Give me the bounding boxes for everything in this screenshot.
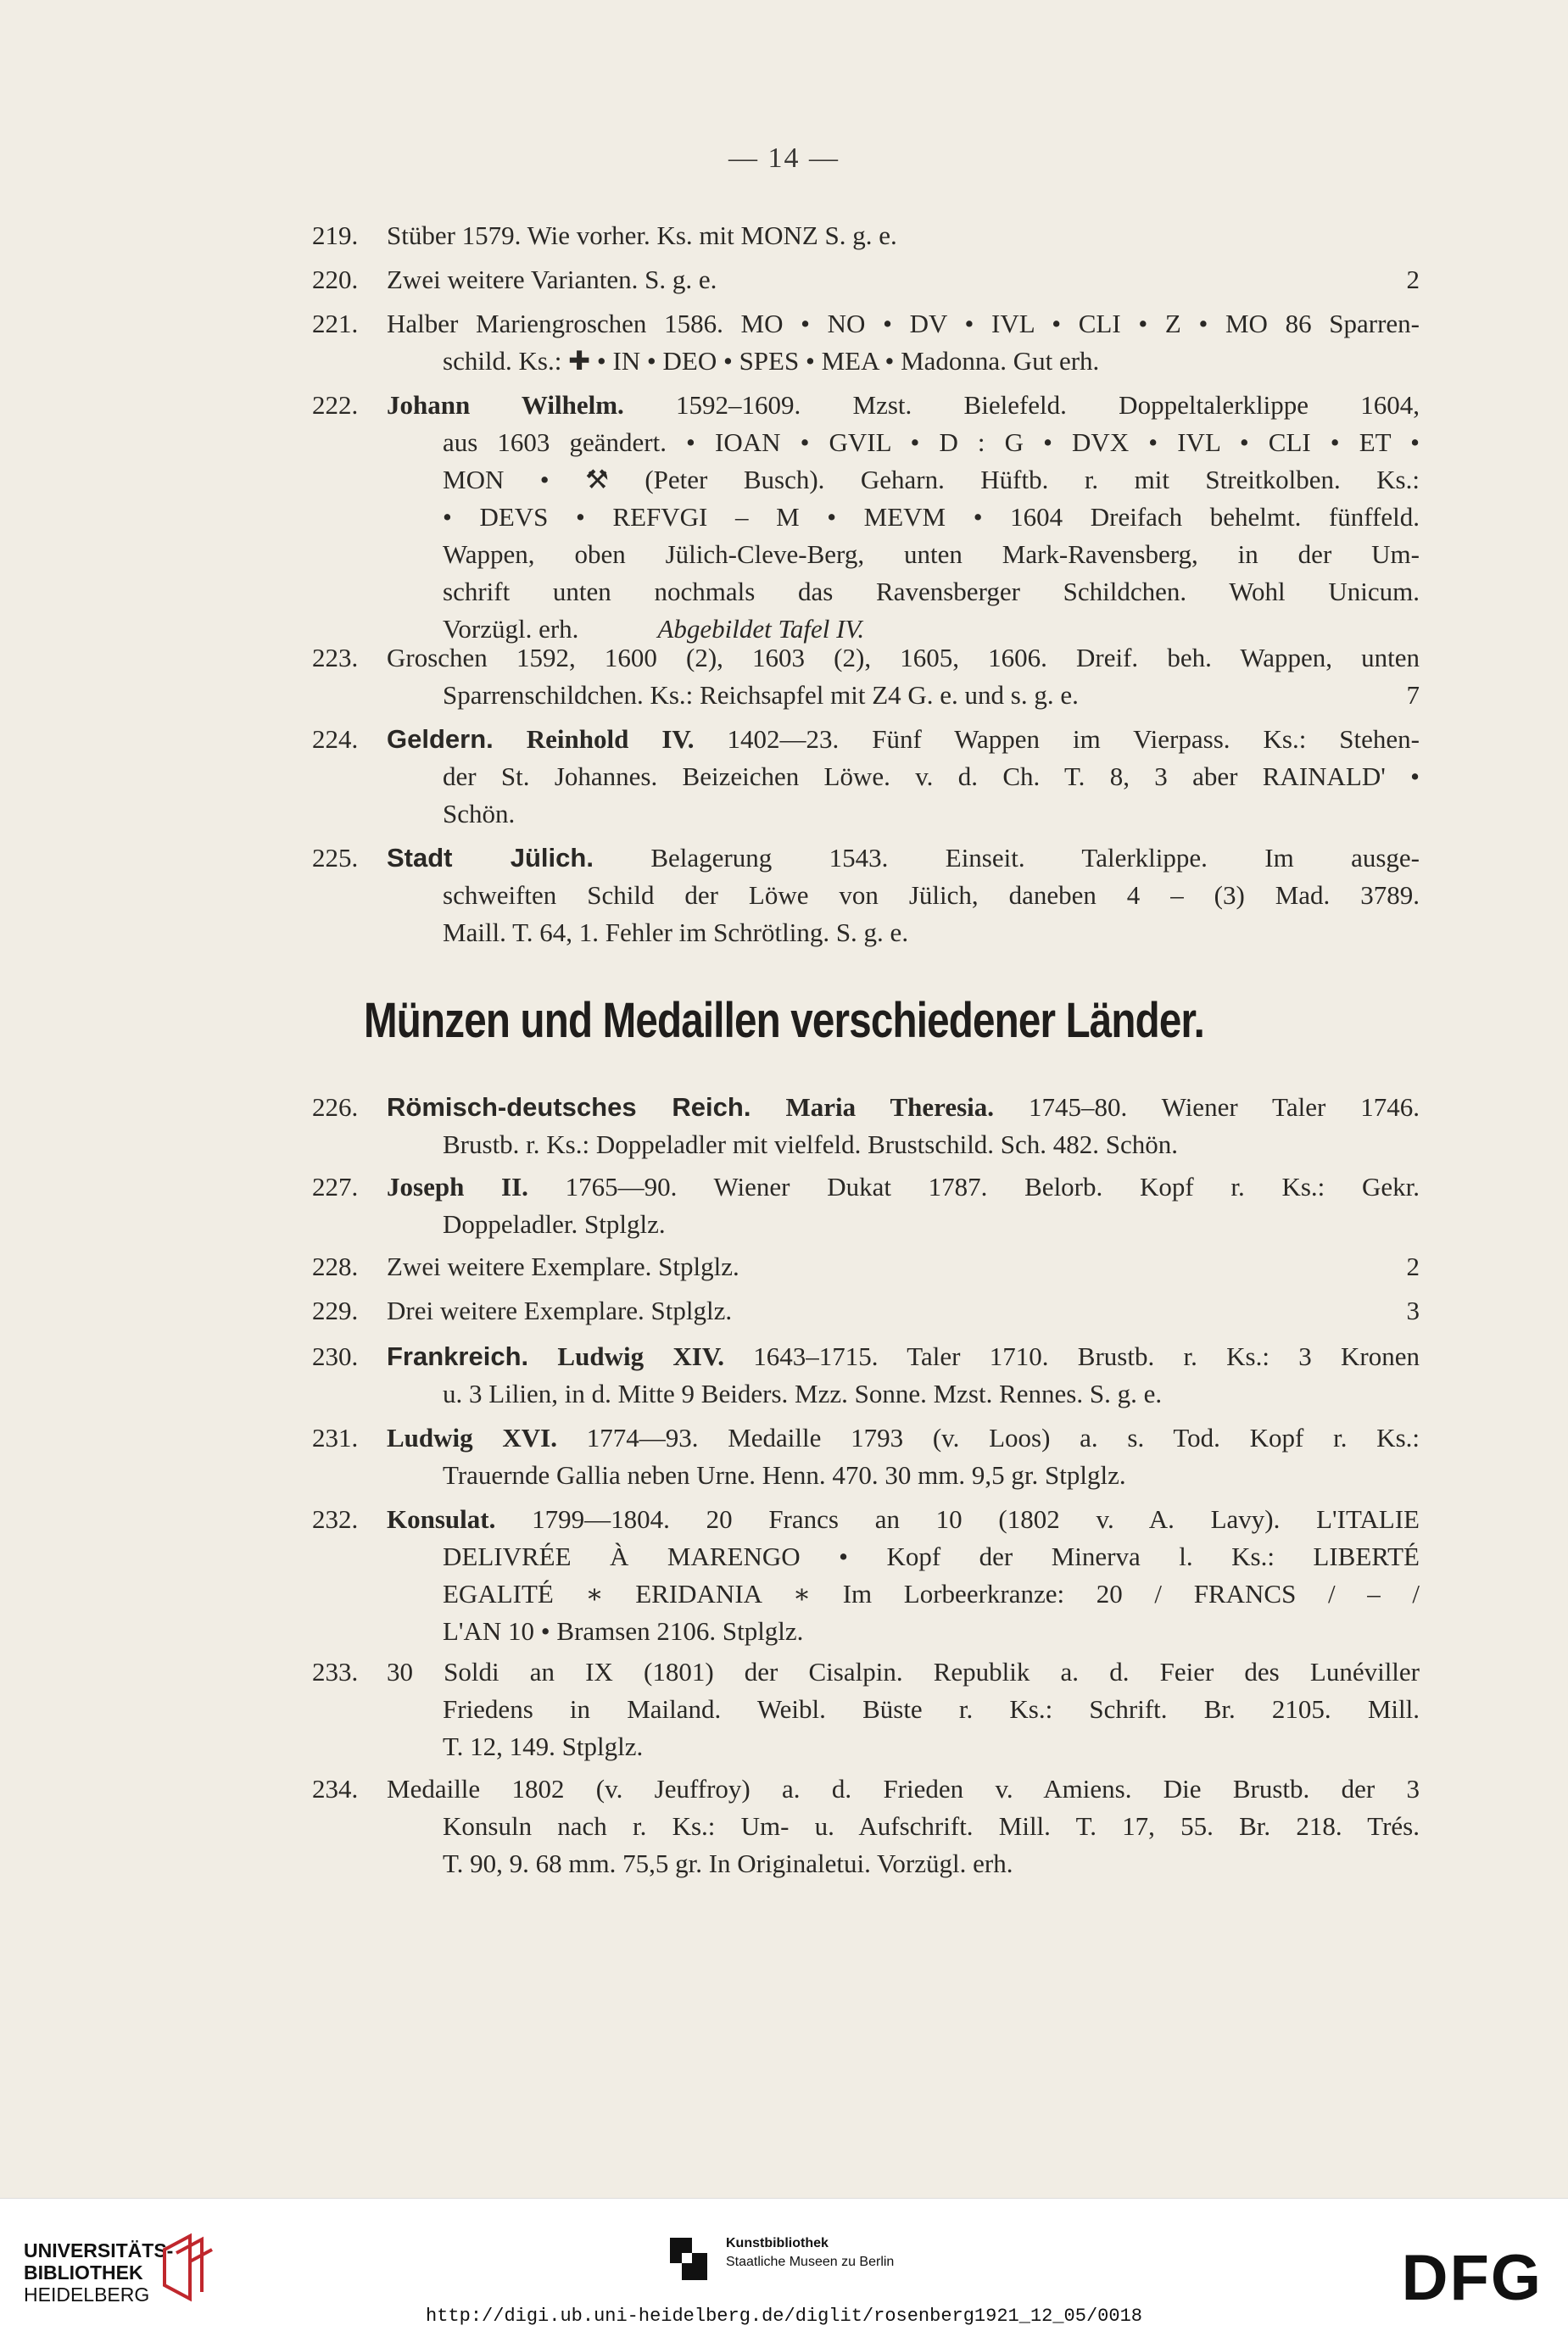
kb-logo-line: Staatliche Museen zu Berlin: [726, 2255, 895, 2269]
entry-subheading: Konsulat.: [387, 1504, 496, 1534]
catalog-entry-225: [312, 839, 1420, 951]
entry-line: der St. Johannes. Beizeichen Löwe. v. d. Ch. T. 8, 3 aber RAINALD' •: [443, 761, 1420, 791]
entry-subheading: Joseph II.: [387, 1172, 528, 1202]
entry-number: 224.: [312, 724, 359, 754]
entry-line: 1799—1804. 20 Francs an 10 (1802 v. A. Lavy). L'ITALIE: [495, 1504, 1420, 1534]
entry-line: u. 3 Lilien, in d. Mitte 9 Beiders. Mzz. Sonne. Mzst. Rennes. S. g. e.: [443, 1379, 1163, 1408]
catalog-entry-234: [312, 1771, 1420, 1882]
entry-line: • DEVS • REFVGI – M • MEVM • 1604 Dreifach behelmt. fünffeld.: [443, 502, 1420, 532]
catalog-entry-221: [312, 305, 1420, 380]
entry-line: Schön.: [443, 799, 516, 828]
catalog-entry-220: [312, 261, 1420, 298]
catalog-entry-222: [312, 387, 1420, 648]
ub-logo-line: BIBLIOTHEK: [24, 2261, 143, 2284]
entry-subheading: Ludwig XIV.: [557, 1341, 724, 1371]
entry-line: 1765—90. Wiener Dukat 1787. Belorb. Kopf r. Ks.: Gekr.: [527, 1172, 1420, 1202]
entry-number: 231.: [312, 1423, 359, 1453]
entry-number: 227.: [312, 1172, 359, 1202]
entry-line: MON • ⚒ (Peter Busch). Geharn. Hüftb. r. mit Streitkolben. Ks.:: [443, 465, 1420, 494]
entry-quantity: 2: [1406, 1252, 1420, 1281]
entry-line: schild. Ks.: ✚ • IN • DEO • SPES • MEA • Madonna. Gut erh.: [443, 346, 1100, 376]
entry-line: Zwei weitere Varianten. S. g. e.: [387, 265, 717, 294]
page-number: — 14 —: [728, 142, 840, 174]
entry-number: 220.: [312, 265, 359, 294]
kb-logo-line: Kunstbibliothek: [726, 2236, 829, 2250]
entry-line: EGALITÉ ∗ ERIDANIA ∗ Im Lorbeerkranze: 20 / FRANCS / – /: [443, 1579, 1420, 1609]
entry-line: 1402—23. Fünf Wappen im Vierpass. Ks.: Stehen-: [694, 724, 1420, 754]
entry-heading: Johann Wilhelm.: [387, 390, 624, 420]
entry-line: Friedens in Mailand. Weibl. Büste r. Ks.: Schrift. Br. 2105. Mill.: [443, 1694, 1420, 1724]
entry-quantity: 3: [1406, 1296, 1420, 1325]
entry-number: 225.: [312, 843, 359, 873]
ub-logo-mark-icon: [158, 2233, 217, 2302]
ub-heidelberg-logo[interactable]: [24, 2239, 173, 2306]
catalog-entry-219: [312, 217, 1420, 254]
entry-subheading: Maria Theresia.: [785, 1092, 995, 1122]
entry-number: 234.: [312, 1774, 359, 1804]
entry-heading: Geldern.: [387, 724, 494, 754]
kunstbibliothek-logo-icon: [670, 2238, 707, 2280]
entry-line: L'AN 10 • Bramsen 2106. Stplglz.: [443, 1616, 804, 1646]
catalog-entry-229: [312, 1292, 1420, 1330]
catalog-entry-232: [312, 1501, 1420, 1650]
entry-line: T. 90, 9. 68 mm. 75,5 gr. In Originaletui. Vorzügl. erh.: [443, 1849, 1013, 1878]
entry-heading: Stadt Jülich.: [387, 843, 594, 873]
entry-line: aus 1603 geändert. • IOAN • GVIL • D : G • DVX • IVL • CLI • ET •: [443, 427, 1420, 457]
entry-line: Brustb. r. Ks.: Doppeladler mit vielfeld. Brustschild. Sch. 482. Schön.: [443, 1129, 1179, 1159]
entry-number: 226.: [312, 1092, 359, 1122]
section-heading: Münzen und Medaillen verschiedener Länder.: [364, 993, 1204, 1048]
entry-line: DELIVRÉE À MARENGO • Kopf der Minerva l. Ks.: LIBERTÉ: [443, 1542, 1420, 1571]
entry-number: 232.: [312, 1504, 359, 1534]
entry-line: Groschen 1592, 1600 (2), 1603 (2), 1605, 1606. Dreif. beh. Wappen, unten: [387, 643, 1420, 672]
entry-line: Wappen, oben Jülich-Cleve-Berg, unten Mark-Ravensberg, in der Um-: [443, 539, 1420, 569]
entry-number: 223.: [312, 643, 359, 672]
catalog-entry-223: [312, 639, 1420, 714]
catalog-entry-230: [312, 1338, 1420, 1413]
entry-line: schrift unten nochmals das Ravensberger Schildchen. Wohl Unicum.: [443, 577, 1420, 606]
entry-number: 228.: [312, 1252, 359, 1281]
catalog-entry-231: [312, 1419, 1420, 1494]
entry-line: 30 Soldi an IX (1801) der Cisalpin. Republik a. d. Feier des Lunéviller: [387, 1657, 1420, 1687]
catalog-entry-233: [312, 1653, 1420, 1765]
entry-line: 1643–1715. Taler 1710. Brustb. r. Ks.: 3 Kronen: [723, 1341, 1420, 1371]
entry-line: Sparrenschildchen. Ks.: Reichsapfel mit Z4 G. e. und s. g. e.: [443, 680, 1079, 710]
entry-line: Konsuln nach r. Ks.: Um- u. Aufschrift. Mill. T. 17, 55. Br. 218. Trés.: [443, 1811, 1420, 1841]
entry-line: 1745–80. Wiener Taler 1746.: [994, 1092, 1420, 1122]
entry-line: Maill. T. 64, 1. Fehler im Schrötling. S. g. e.: [443, 917, 909, 947]
entry-line: 1774—93. Medaille 1793 (v. Loos) a. s. Tod. Kopf r. Ks.:: [556, 1423, 1420, 1453]
entry-line: T. 12, 149. Stplglz.: [443, 1732, 644, 1761]
entry-quantity: 2: [1406, 265, 1420, 294]
entry-line: Medaille 1802 (v. Jeuffroy) a. d. Frieden v. Amiens. Die Brustb. der 3: [387, 1774, 1420, 1804]
plate-reference: Abgebildet Tafel IV.: [657, 614, 865, 644]
entry-line: 1592–1609. Mzst. Bielefeld. Doppeltalerklippe 1604,: [623, 390, 1420, 420]
kunstbibliothek-logo[interactable]: [726, 2234, 894, 2272]
entry-subheading: Reinhold IV.: [526, 724, 695, 754]
catalog-entry-226: [312, 1089, 1420, 1163]
footer-bar: [0, 2198, 1568, 2331]
entry-line: Trauernde Gallia neben Urne. Henn. 470. 30 mm. 9,5 gr. Stplglz.: [443, 1460, 1126, 1490]
entry-number: 230.: [312, 1341, 359, 1371]
entry-line: Stüber 1579. Wie vorher. Ks. mit MONZ S. g. e.: [387, 220, 897, 250]
entry-number: 233.: [312, 1657, 359, 1687]
entry-line: Drei weitere Exemplare. Stplglz.: [387, 1296, 733, 1325]
dfg-logo[interactable]: DFG: [1401, 2242, 1543, 2314]
entry-line: Doppeladler. Stplglz.: [443, 1209, 666, 1239]
entry-line: Vorzügl. erh.: [443, 614, 579, 644]
entry-line: Zwei weitere Exemplare. Stplglz.: [387, 1252, 739, 1281]
entry-number: 222.: [312, 390, 359, 420]
catalog-entry-228: [312, 1248, 1420, 1285]
entry-number: 229.: [312, 1296, 359, 1325]
entry-line: Belagerung 1543. Einseit. Talerklippe. Im ausge-: [593, 843, 1420, 873]
entry-number: 219.: [312, 220, 359, 250]
ub-logo-line: UNIVERSITÄTS-: [24, 2239, 174, 2261]
entry-subheading: Ludwig XVI.: [387, 1423, 557, 1453]
entry-line: schweiften Schild der Löwe von Jülich, daneben 4 – (3) Mad. 3789.: [443, 880, 1420, 910]
entry-heading: Frankreich.: [387, 1341, 529, 1371]
entry-number: 221.: [312, 309, 359, 338]
catalog-entry-224: [312, 721, 1420, 833]
entry-quantity: 7: [1406, 680, 1420, 710]
catalog-entry-227: [312, 1168, 1420, 1243]
entry-heading: Römisch-deutsches Reich.: [387, 1092, 751, 1122]
source-url-link[interactable]: http://digi.ub.uni-heidelberg.de/diglit/rosenberg1921_12_05/0018: [426, 2306, 1142, 2327]
entry-line: Halber Mariengroschen 1586. MO • NO • DV • IVL • CLI • Z • MO 86 Sparren-: [387, 309, 1420, 338]
ub-logo-line: HEIDELBERG: [24, 2284, 150, 2306]
